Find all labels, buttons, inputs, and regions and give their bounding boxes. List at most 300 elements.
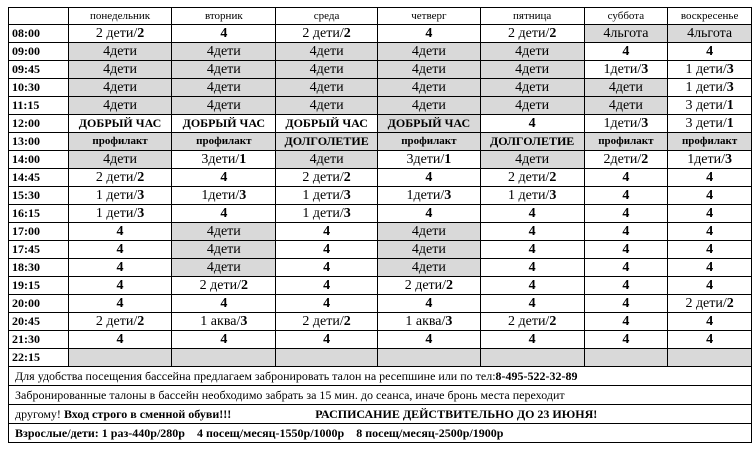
slot-text: 4дети [608, 80, 643, 95]
slot-text: 4 [116, 260, 124, 275]
slot-text: 4 [706, 170, 714, 185]
slot-text: 3дети/ [406, 152, 445, 167]
time-cell: 19:15 [9, 277, 69, 295]
slot-cell [276, 61, 378, 79]
slot-cell [584, 223, 668, 241]
slot-number: 2 [137, 314, 145, 329]
slot-cell [378, 43, 481, 61]
booking-text: Для удобства посещения бассейна предлагаем забронировать талон на ресепшине или по тел: [15, 368, 496, 383]
schedule-row [9, 187, 752, 205]
slot-text: 3 дети/ [685, 98, 727, 113]
slot-cell [172, 205, 276, 223]
slot-cell [276, 79, 378, 97]
slot-number: 3 [240, 314, 248, 329]
slot-text: 2 дети/ [685, 296, 727, 311]
slot-cell [378, 295, 481, 313]
schedule-table [8, 7, 752, 443]
slot-text: 4дети [103, 44, 138, 59]
slot-cell [172, 349, 276, 367]
slot-cell [668, 223, 752, 241]
schedule-row [9, 97, 752, 115]
slot-cell [668, 169, 752, 187]
slot-cell [378, 313, 481, 331]
slot-text: 4 [622, 44, 630, 59]
slot-cell [68, 169, 172, 187]
slot-cell [378, 79, 481, 97]
slot-cell [668, 133, 752, 151]
slot-text: 4 [220, 206, 228, 221]
slot-number: 3 [725, 152, 733, 167]
slot-number: 2 [343, 170, 351, 185]
slot-cell [68, 97, 172, 115]
slot-text: 4 [622, 224, 630, 239]
slot-number: 2 [343, 26, 351, 41]
pickup-text: Забронированные талоны в бассейн необходимо забрать за 15 мин. до сеанса, иначе бронь места переходит [15, 387, 565, 402]
slot-cell [172, 25, 276, 43]
slot-text: 4дети [309, 44, 344, 59]
slot-text: 4 [528, 116, 536, 131]
info-line-3 [9, 405, 752, 424]
schedule-row [9, 205, 752, 223]
slot-cell [378, 169, 481, 187]
slot-text: 4 [622, 188, 630, 203]
slot-cell [172, 169, 276, 187]
slot-cell [172, 259, 276, 277]
slot-cell [276, 133, 378, 151]
time-cell: 09:00 [9, 43, 69, 61]
slot-number: 3 [549, 188, 557, 203]
slot-cell [668, 43, 752, 61]
slot-cell [584, 79, 668, 97]
slot-text: 1 дети/ [95, 206, 138, 221]
slot-cell [276, 313, 378, 331]
slot-cell [480, 115, 584, 133]
slot-cell [480, 61, 584, 79]
slot-number: 3 [137, 206, 145, 221]
slot-text: 1 дети/ [685, 62, 727, 77]
schedule-row [9, 277, 752, 295]
schedule-row [9, 331, 752, 349]
slot-text: профилакт [598, 135, 654, 147]
slot-number: 2 [549, 170, 557, 185]
schedule-row [9, 223, 752, 241]
slot-text: 2 дети/ [95, 26, 138, 41]
slot-cell [68, 187, 172, 205]
slot-text: 4 [116, 278, 124, 293]
slot-cell [584, 43, 668, 61]
slot-text: 4 [622, 206, 630, 221]
time-cell: 21:30 [9, 331, 69, 349]
slot-text: 1 дети/ [302, 188, 344, 203]
other-text: другому! [15, 406, 61, 421]
slot-text: 4льгота [603, 26, 649, 41]
slot-cell [668, 25, 752, 43]
slot-text: 4 [323, 224, 331, 239]
slot-text: 1 дети/ [95, 188, 138, 203]
slot-cell [480, 259, 584, 277]
slot-text: 4 [323, 332, 331, 347]
slot-cell [584, 133, 668, 151]
phone-number: 8-495-522-32-89 [495, 368, 578, 383]
slot-text: 4 [220, 26, 228, 41]
time-cell: 10:30 [9, 79, 69, 97]
slot-cell [480, 331, 584, 349]
time-cell: 17:00 [9, 223, 69, 241]
slot-text: 4дети [206, 80, 241, 95]
slot-text: 4дети [206, 224, 241, 239]
time-cell: 16:15 [9, 205, 69, 223]
schedule-row [9, 295, 752, 313]
slot-cell [276, 25, 378, 43]
slot-text: 4 [622, 296, 630, 311]
slot-cell [276, 187, 378, 205]
slot-text: профилакт [92, 135, 148, 147]
slot-cell [584, 313, 668, 331]
slot-cell [276, 151, 378, 169]
slot-text: 4 [425, 206, 433, 221]
slot-cell [68, 25, 172, 43]
time-cell: 20:45 [9, 313, 69, 331]
slot-number: 2 [446, 278, 454, 293]
slot-text: ДОБРЫЙ ЧАС [387, 116, 471, 130]
slot-text: 2 дети/ [507, 314, 550, 329]
slot-text: 4 [706, 206, 714, 221]
slot-text: 4дети [206, 44, 241, 59]
slot-cell [68, 205, 172, 223]
slot-number: 1 [444, 152, 452, 167]
slot-number: 3 [445, 314, 453, 329]
slot-cell [584, 259, 668, 277]
slot-cell [378, 187, 481, 205]
slot-cell [276, 97, 378, 115]
slot-text: 4дети [309, 98, 344, 113]
slot-number: 2 [726, 296, 734, 311]
slot-text: 4дети [206, 98, 241, 113]
slot-cell [668, 115, 752, 133]
slot-text: 2 дети/ [95, 314, 138, 329]
slot-cell [668, 205, 752, 223]
slot-number: 1 [726, 98, 734, 113]
slot-cell [172, 295, 276, 313]
time-cell: 09:45 [9, 61, 69, 79]
slot-text: 2 дети/ [507, 170, 550, 185]
slot-cell [584, 187, 668, 205]
header-row [9, 8, 752, 25]
slot-cell [584, 61, 668, 79]
slot-text: ДОБРЫЙ ЧАС [78, 116, 162, 130]
slot-text: 1дети/ [603, 116, 642, 131]
time-cell: 20:00 [9, 295, 69, 313]
slot-text: 4дети [103, 152, 138, 167]
slot-text: 4дети [309, 62, 344, 77]
slot-cell [172, 115, 276, 133]
slot-number: 1 [726, 116, 734, 131]
slot-text: 4 [116, 224, 124, 239]
slot-text: 4 [706, 278, 714, 293]
slot-cell [378, 61, 481, 79]
slot-cell [276, 169, 378, 187]
slot-cell [668, 61, 752, 79]
slot-cell [480, 277, 584, 295]
slot-text: 4дети [309, 152, 344, 167]
schedule-row [9, 25, 752, 43]
slot-cell [172, 133, 276, 151]
schedule-row [9, 61, 752, 79]
slot-text: 1дети/ [406, 188, 445, 203]
slot-cell [668, 79, 752, 97]
slot-cell [480, 295, 584, 313]
slot-cell [480, 151, 584, 169]
slot-text: 4 [425, 296, 433, 311]
slot-cell [172, 331, 276, 349]
time-cell: 18:30 [9, 259, 69, 277]
slot-text: 1дети/ [603, 62, 642, 77]
slot-text: 4дети [411, 224, 446, 239]
info-line-1 [9, 367, 752, 386]
slot-text: 4 [622, 260, 630, 275]
time-cell: 08:00 [9, 25, 69, 43]
slot-text: профилакт [681, 135, 738, 147]
slot-text: 1дети/ [201, 188, 240, 203]
slot-cell [584, 331, 668, 349]
slot-cell [276, 295, 378, 313]
slot-cell [378, 115, 481, 133]
slot-text: 3 дети/ [685, 116, 727, 131]
slot-text: ДОЛГОЛЕТИЕ [284, 134, 369, 148]
slot-text: 4дети [515, 98, 550, 113]
day-header: вторник [172, 8, 276, 25]
slot-text: 2 дети/ [302, 26, 344, 41]
day-header: четверг [378, 8, 481, 25]
prices-text: Взрослые/дети: 1 раз-440р/280р 4 посещ/месяц-1550р/1000р 8 посещ/месяц-2500р/1900р [15, 425, 504, 440]
schedule-row [9, 79, 752, 97]
slot-cell [68, 349, 172, 367]
schedule-row [9, 259, 752, 277]
slot-text: 2 дети/ [507, 26, 550, 41]
price-line [9, 424, 752, 443]
time-cell: 13:00 [9, 133, 69, 151]
slot-cell [68, 79, 172, 97]
slot-cell [68, 313, 172, 331]
slot-cell [480, 241, 584, 259]
slot-cell [68, 241, 172, 259]
slot-text: 1 аква/ [200, 314, 241, 329]
slot-cell [378, 241, 481, 259]
slot-number: 2 [343, 314, 351, 329]
slot-cell [584, 97, 668, 115]
slot-text: 4 [528, 278, 536, 293]
slot-text: 4 [323, 296, 331, 311]
slot-text: 4дети [103, 98, 138, 113]
shoes-notice: Вход строго в сменной обуви!!! [63, 406, 232, 421]
slot-text: 2 дети/ [302, 170, 344, 185]
slot-text: ДОБРЫЙ ЧАС [182, 116, 266, 130]
slot-cell [276, 349, 378, 367]
slot-cell [668, 241, 752, 259]
slot-text: 4 [622, 332, 630, 347]
slot-cell [584, 295, 668, 313]
slot-text: 4 [706, 242, 714, 257]
time-cell: 15:30 [9, 187, 69, 205]
slot-number: 2 [549, 26, 557, 41]
slot-text: 4 [706, 44, 714, 59]
slot-text: ДОЛГОЛЕТИЕ [490, 134, 575, 148]
schedule-row [9, 313, 752, 331]
slot-cell [668, 259, 752, 277]
slot-cell [68, 259, 172, 277]
slot-text: 4 [220, 296, 228, 311]
slot-text: 4 [528, 242, 536, 257]
schedule-row [9, 169, 752, 187]
slot-text: 4 [622, 314, 630, 329]
slot-text: 4дети [515, 152, 550, 167]
slot-text: профилакт [196, 135, 252, 147]
slot-cell [584, 25, 668, 43]
slot-text: 4 [425, 170, 433, 185]
schedule [8, 7, 752, 443]
slot-text: 4 [528, 296, 536, 311]
schedule-row [9, 241, 752, 259]
slot-cell [68, 133, 172, 151]
validity-notice: РАСПИСАНИЕ ДЕЙСТВИТЕЛЬНО ДО 23 ИЮНЯ! [315, 406, 598, 421]
slot-cell [276, 223, 378, 241]
slot-number: 2 [240, 278, 248, 293]
slot-number: 1 [239, 152, 247, 167]
slot-cell [276, 115, 378, 133]
slot-cell [378, 259, 481, 277]
slot-text: 4 [528, 332, 536, 347]
slot-cell [480, 205, 584, 223]
slot-text: 3дети/ [201, 152, 240, 167]
day-header: воскресенье [668, 8, 752, 25]
slot-text: 4дети [515, 80, 550, 95]
slot-text: 2 дети/ [95, 170, 138, 185]
slot-number: 3 [343, 188, 351, 203]
slot-text: 4дети [411, 260, 446, 275]
slot-text: 4 [323, 278, 331, 293]
slot-text: 4дети [515, 44, 550, 59]
slot-text: 4дети [103, 62, 138, 77]
slot-text: 1 дети/ [507, 188, 550, 203]
slot-text: 4 [323, 260, 331, 275]
slot-cell [378, 349, 481, 367]
slot-number: 3 [239, 188, 247, 203]
time-cell: 12:00 [9, 115, 69, 133]
slot-cell [172, 43, 276, 61]
slot-cell [172, 151, 276, 169]
slot-cell [68, 61, 172, 79]
slot-text: 4дети [411, 62, 446, 77]
slot-text: 1 дети/ [685, 80, 727, 95]
slot-cell [172, 277, 276, 295]
slot-cell [378, 151, 481, 169]
slot-text: 4дети [206, 62, 241, 77]
slot-cell [584, 349, 668, 367]
slot-number: 3 [726, 62, 734, 77]
slot-text: 4дети [515, 62, 550, 77]
time-cell: 14:00 [9, 151, 69, 169]
slot-cell [276, 259, 378, 277]
slot-number: 3 [137, 188, 145, 203]
slot-cell [480, 223, 584, 241]
slot-number: 2 [137, 26, 145, 41]
schedule-row [9, 115, 752, 133]
slot-cell [378, 25, 481, 43]
slot-cell [584, 169, 668, 187]
slot-cell [172, 313, 276, 331]
slot-cell [172, 97, 276, 115]
schedule-row [9, 43, 752, 61]
slot-cell [276, 331, 378, 349]
info-section [9, 367, 752, 443]
slot-cell [480, 169, 584, 187]
slot-cell [68, 115, 172, 133]
slot-cell [68, 151, 172, 169]
slot-text: 4 [528, 260, 536, 275]
slot-cell [668, 97, 752, 115]
slot-cell [480, 187, 584, 205]
slot-cell [378, 331, 481, 349]
slot-text: 4 [706, 314, 714, 329]
slot-cell [584, 241, 668, 259]
slot-text: 4 [528, 224, 536, 239]
slot-text: 4дети [411, 242, 446, 257]
slot-text: 2дети/ [603, 152, 642, 167]
slot-number: 2 [549, 314, 557, 329]
time-cell: 14:45 [9, 169, 69, 187]
slot-text: 4 [528, 206, 536, 221]
slot-cell [172, 79, 276, 97]
slot-number: 3 [641, 62, 649, 77]
day-header: пятница [480, 8, 584, 25]
slot-cell [68, 43, 172, 61]
slot-cell [668, 313, 752, 331]
slot-cell [68, 295, 172, 313]
slot-cell [584, 115, 668, 133]
slot-number: 3 [641, 116, 649, 131]
slot-text: 4 [425, 26, 433, 41]
slot-text: 4дети [411, 98, 446, 113]
slot-cell [172, 241, 276, 259]
slot-text: 1дети/ [687, 152, 726, 167]
slot-cell [68, 223, 172, 241]
slot-text: ДОБРЫЙ ЧАС [285, 116, 368, 130]
slot-text: 4 [220, 170, 228, 185]
slot-cell [480, 97, 584, 115]
slot-cell [276, 205, 378, 223]
slot-cell [480, 79, 584, 97]
slot-cell [276, 43, 378, 61]
slot-text: 4 [116, 296, 124, 311]
slot-cell [378, 277, 481, 295]
slot-cell [172, 61, 276, 79]
time-cell: 17:45 [9, 241, 69, 259]
slot-cell [378, 223, 481, 241]
slot-text: 1 дети/ [302, 206, 344, 221]
slot-text: 2 дети/ [404, 278, 447, 293]
slot-text: 2 дети/ [199, 278, 241, 293]
time-cell: 22:15 [9, 349, 69, 367]
slot-cell [668, 349, 752, 367]
slot-cell [480, 43, 584, 61]
slot-text: 4дети [411, 44, 446, 59]
slot-text: профилакт [401, 135, 457, 147]
slot-cell [480, 349, 584, 367]
slot-cell [584, 205, 668, 223]
schedule-row [9, 349, 752, 367]
day-header: суббота [584, 8, 668, 25]
slot-text: 1 аква/ [405, 314, 446, 329]
